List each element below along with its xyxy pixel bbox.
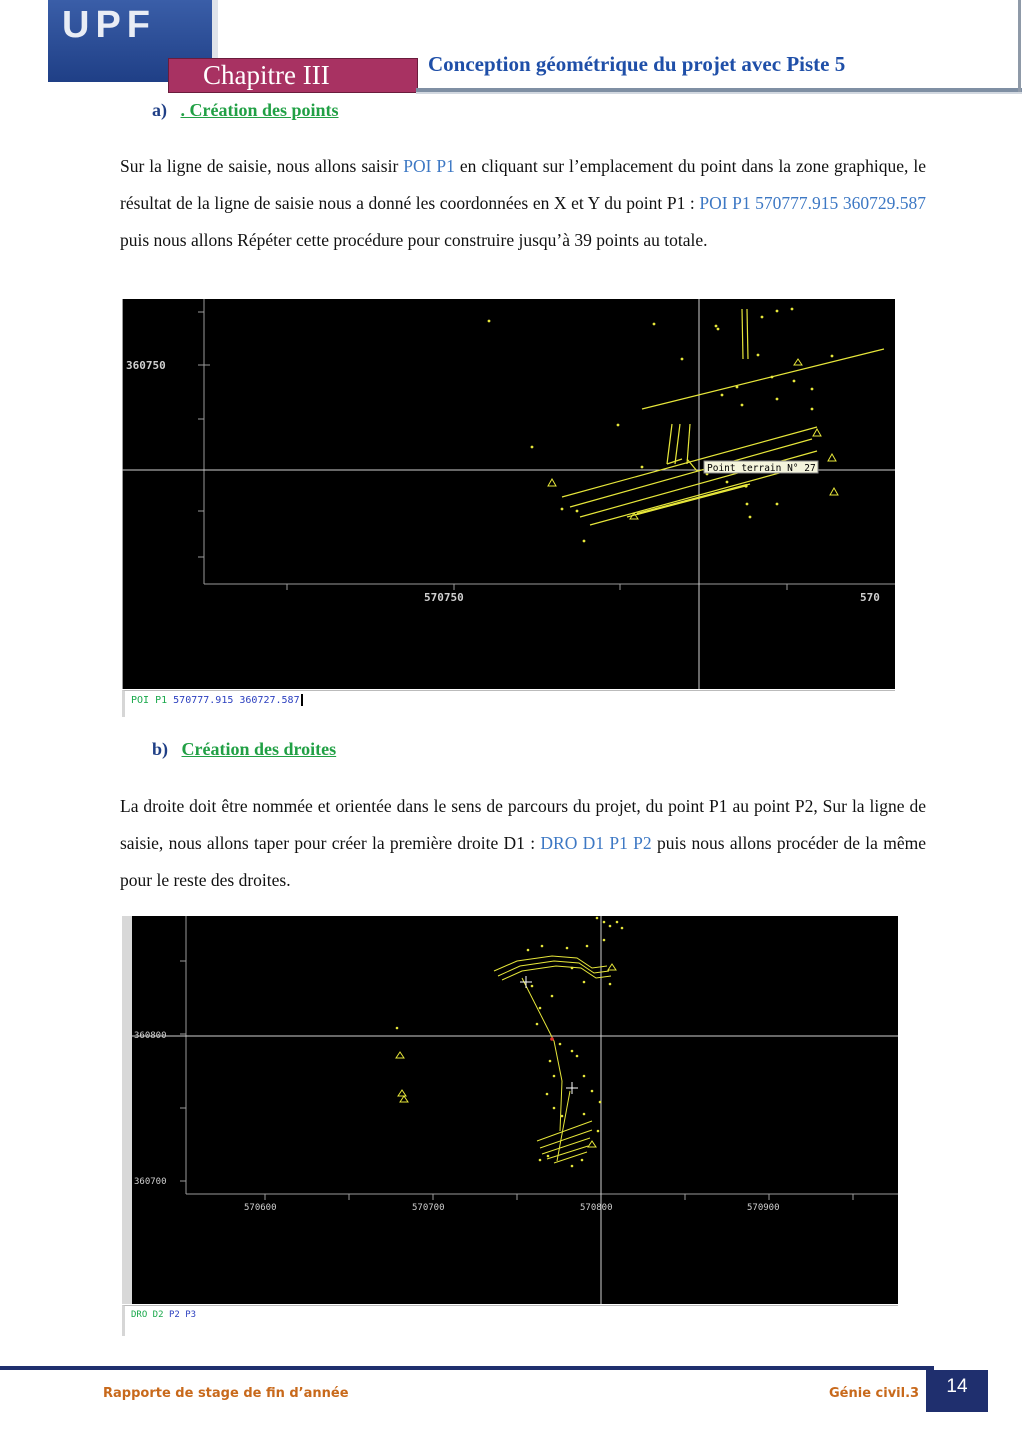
chapter-label-box xyxy=(168,58,418,93)
section-b-marker: b) xyxy=(152,739,169,759)
x-tick-label: 570900 xyxy=(747,1203,780,1213)
command-keyword: POI P1 xyxy=(131,695,168,706)
page-number: 14 xyxy=(946,1376,968,1397)
text-run: en cliquant sur l’emplacement du point dans la zone graphique, le résultat de la ligne de saisie nous a donné les coordonnées en X et Y du point P1 : xyxy=(120,156,926,213)
header-rule-vertical xyxy=(1018,0,1021,92)
command-line-input-1[interactable] xyxy=(122,690,895,717)
section-a-paragraph xyxy=(120,148,926,259)
figure-points-screenshot xyxy=(122,299,895,717)
y-tick-label: 360750 xyxy=(126,359,166,372)
command-highlight: POI P1 xyxy=(403,156,455,176)
text-run: puis nous allons Répéter cette procédure pour construire jusqu’à 39 points au totale. xyxy=(120,230,708,250)
figure-lines-screenshot xyxy=(122,916,898,1336)
x-tick-label: 570750 xyxy=(424,591,464,604)
logo-text: UPF xyxy=(62,4,156,46)
footer-report-title: Rapporte de stage de fin d’année xyxy=(103,1386,349,1401)
header-rule xyxy=(416,88,1022,94)
page-number-box xyxy=(926,1370,988,1412)
text-run: puis nous allons procéder de la même pour le reste des droites. xyxy=(120,833,926,890)
x-tick-label: 570800 xyxy=(580,1203,613,1213)
header-title: Conception géométrique du projet avec Piste 5 xyxy=(428,52,846,76)
command-highlight: POI P1 570777.915 360729.587 xyxy=(699,193,926,213)
command-arguments: P2 P3 xyxy=(168,1310,197,1320)
command-highlight: DRO D1 P1 P2 xyxy=(540,833,652,853)
section-b-heading xyxy=(152,739,336,760)
footer-department: Génie civil.3 xyxy=(829,1386,920,1401)
command-keyword: DRO D2 xyxy=(131,1310,164,1320)
text-cursor xyxy=(301,694,303,706)
x-tick-label: 570700 xyxy=(412,1203,445,1213)
command-arguments: 570777.915 360727.587 xyxy=(173,695,300,706)
cad-graphic-zone-1 xyxy=(122,299,895,689)
chapter-label: Chapitre III xyxy=(203,60,330,90)
command-line-input-2[interactable] xyxy=(122,1305,898,1336)
text-run: Sur la ligne de saisie, nous allons saisir xyxy=(120,156,404,176)
y-tick-label: 360800 xyxy=(134,1031,167,1041)
x-tick-label: 570 xyxy=(860,591,880,604)
footer-rule xyxy=(0,1366,934,1370)
cad-graphic-zone-2 xyxy=(122,916,898,1304)
y-tick-label: 360700 xyxy=(134,1177,167,1187)
section-a-marker: a) xyxy=(152,100,167,120)
section-b-paragraph xyxy=(120,788,926,899)
section-a-title: . Création des points xyxy=(180,100,339,120)
x-tick-label: 570600 xyxy=(244,1203,277,1213)
text-run: La droite doit être nommée et orientée dans le sens de parcours du projet, du point P1 au point P2, Sur la ligne de saisie, nous allons taper pour créer la première droite D1 : xyxy=(120,796,926,853)
section-b-title: Création des droites xyxy=(181,739,337,759)
section-a-heading xyxy=(152,100,339,121)
point-tooltip-text: Point terrain N° 27 xyxy=(707,463,816,474)
